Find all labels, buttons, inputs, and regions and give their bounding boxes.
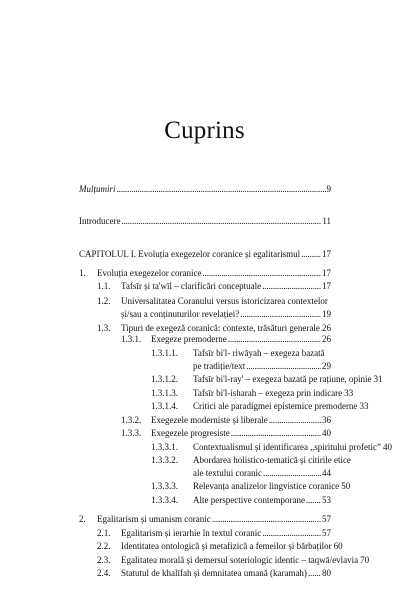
toc-entry [0, 480, 409, 493]
toc-entry-number: 1.3. [97, 323, 111, 333]
toc-entry-title: Universalitatea Coranului versus istoricizarea contextelor [121, 296, 328, 306]
toc-entry [0, 183, 409, 196]
toc-entry-title: Statutul de khalīfah și demnitatea umană (karamah) [121, 568, 307, 578]
toc-page-number: 57 [322, 528, 331, 538]
toc-entry-title: Introducere [79, 216, 121, 226]
toc-entry [0, 527, 409, 540]
toc-entry-number: 1. [79, 268, 86, 278]
toc-entry [0, 308, 409, 321]
dot-leader [212, 513, 321, 526]
toc-page-number: 70 [360, 555, 370, 565]
toc-entry [0, 540, 409, 553]
dot-leader [246, 360, 321, 373]
page-title: Cuprins [164, 117, 245, 144]
toc-entry [0, 387, 409, 400]
dot-leader [117, 183, 326, 196]
toc-entry-title: Egalitarism și ierarhie în textul coranic [121, 528, 262, 538]
toc-entry-title: Relevanța analizelor lingvistice coranice [193, 481, 340, 491]
toc-entry [0, 427, 409, 440]
toc-entry-number: 1.2. [97, 296, 111, 306]
toc-entry-title: pe tradiție/text [193, 361, 246, 371]
toc-page-number: 11 [322, 216, 331, 226]
toc-entry [0, 373, 409, 386]
toc-page-number: 29 [322, 361, 331, 371]
toc-page-number: 53 [322, 495, 331, 505]
toc-entry-title: ale textului coranic [193, 468, 262, 478]
toc-entry [0, 295, 409, 308]
dot-leader [262, 280, 321, 293]
dot-leader [231, 427, 321, 440]
toc-entry-title: Critici ale paradigmei epistemice premoderne [193, 401, 358, 411]
toc-entry-number: 2.4. [97, 568, 111, 578]
toc-entry-title: Identitatea ontologică și metafizică a femeilor și bărbaților [121, 541, 332, 551]
toc-entry-title: Evoluția exegezelor coranice [97, 268, 202, 278]
toc-entry [0, 215, 409, 228]
toc-entry [0, 280, 409, 293]
dot-leader [269, 414, 321, 427]
toc-entry [0, 554, 409, 567]
toc-entry [0, 467, 409, 480]
toc-entry-title: Exegezele moderniste și liberale [151, 415, 268, 425]
toc-entry-title: CAPITOLUL I. Evoluția exegezelor coranice și egalitarismul [79, 249, 301, 259]
toc-entry [0, 333, 409, 346]
toc-page-number: 26 [322, 334, 331, 344]
toc-page-number: 17 [322, 268, 331, 278]
toc-entry-title: Mulțumiri [79, 184, 116, 194]
dot-leader [121, 215, 321, 228]
toc-page-number: 17 [322, 249, 331, 259]
toc-entry-title: Exegeze premoderne [151, 334, 227, 344]
dot-leader [202, 267, 321, 280]
toc-entry-title: Tafsīr bi'l-isharah – exegeza prin indicare [193, 388, 343, 398]
toc-entry-number: 1.3.1.3. [151, 388, 178, 398]
dot-leader [262, 527, 321, 540]
dot-leader [240, 308, 321, 321]
toc-entry [0, 347, 409, 360]
toc-page-number: 36 [322, 415, 331, 425]
toc-page-number: 60 [333, 541, 343, 551]
toc-entry-number: 2.3. [97, 555, 111, 565]
toc-page-number: 19 [322, 309, 331, 319]
toc-entry [0, 360, 409, 373]
toc-page-number: 26 [322, 323, 331, 333]
toc-entry-title: Egalitatea morală și demersul soteriologic identic – taqwā/evlavia [121, 555, 359, 565]
toc-entry-title: Alte perspective contemporane [193, 495, 305, 505]
dot-leader [306, 494, 321, 507]
toc-page-number: 31 [373, 374, 383, 384]
toc-entry-title: Tipuri de exegeză coranică: contexte, trăsături generale [121, 323, 320, 333]
toc-entry-number: 1.3.3. [121, 428, 142, 438]
toc-page-number: 33 [359, 401, 369, 411]
toc-entry-number: 1.3.3.4. [151, 495, 178, 505]
toc-entry [0, 441, 409, 454]
toc-page-number: 44 [322, 468, 331, 478]
toc-entry-number: 1.3.3.3. [151, 481, 178, 491]
toc-entry-number: 1.1. [97, 281, 111, 291]
toc-entry-number: 1.3.1. [121, 334, 142, 344]
dot-leader [308, 567, 321, 580]
toc-page-number: 57 [322, 514, 331, 524]
toc-entry-title: Egalitarism și umanism coranic [97, 514, 211, 524]
toc-entry-number: 1.3.3.2. [151, 455, 178, 465]
toc-page-number: 40 [382, 442, 392, 452]
dot-leader [263, 467, 321, 480]
toc-page-number: 50 [341, 481, 351, 491]
toc-page-number: 9 [326, 184, 331, 194]
toc-entry-title: și/sau a conținuturilor revelației? [121, 309, 240, 319]
toc-entry-number: 1.3.1.4. [151, 401, 178, 411]
toc-entry [0, 494, 409, 507]
toc-entry-number: 2.1. [97, 528, 111, 538]
toc-page-number: 80 [322, 568, 331, 578]
toc-entry [0, 454, 409, 467]
toc-entry [0, 513, 409, 526]
toc-entry-number: 1.3.1.1. [151, 348, 178, 358]
toc-entry-number: 2. [79, 514, 86, 524]
toc-entry-title: Tafsīr bi'l- riwāyah – exegeza bazată [193, 348, 325, 358]
toc-entry-number: 1.3.2. [121, 415, 142, 425]
toc-entry [0, 400, 409, 413]
toc-entry-number: 1.3.1.2. [151, 374, 178, 384]
dot-leader [228, 333, 321, 346]
toc-entry-title: Exegezele progresiste [151, 428, 230, 438]
toc-entry-number: 2.2. [97, 541, 111, 551]
toc-page-number: 33 [344, 388, 354, 398]
toc-entry [0, 248, 409, 261]
toc-entry [0, 414, 409, 427]
toc-entry [0, 567, 409, 580]
toc-entry-title: Tafsīr și ta'wīl – clarificări conceptuale [121, 281, 262, 291]
dot-leader [301, 248, 321, 261]
toc-entry [0, 267, 409, 280]
toc-page-number: 40 [322, 428, 331, 438]
toc-page-number: 17 [322, 281, 331, 291]
toc-entry-title: Abordarea holistico-tematică și citirile etice [193, 455, 351, 465]
toc-entry-title: Tafsīr bi'l-ray' – exegeza bazată pe rațiune, opinie [193, 374, 372, 384]
toc-entry-number: 1.3.3.1. [151, 442, 178, 452]
toc-entry-title: Contextualismul și identificarea „spiritului profetic” [193, 442, 381, 452]
